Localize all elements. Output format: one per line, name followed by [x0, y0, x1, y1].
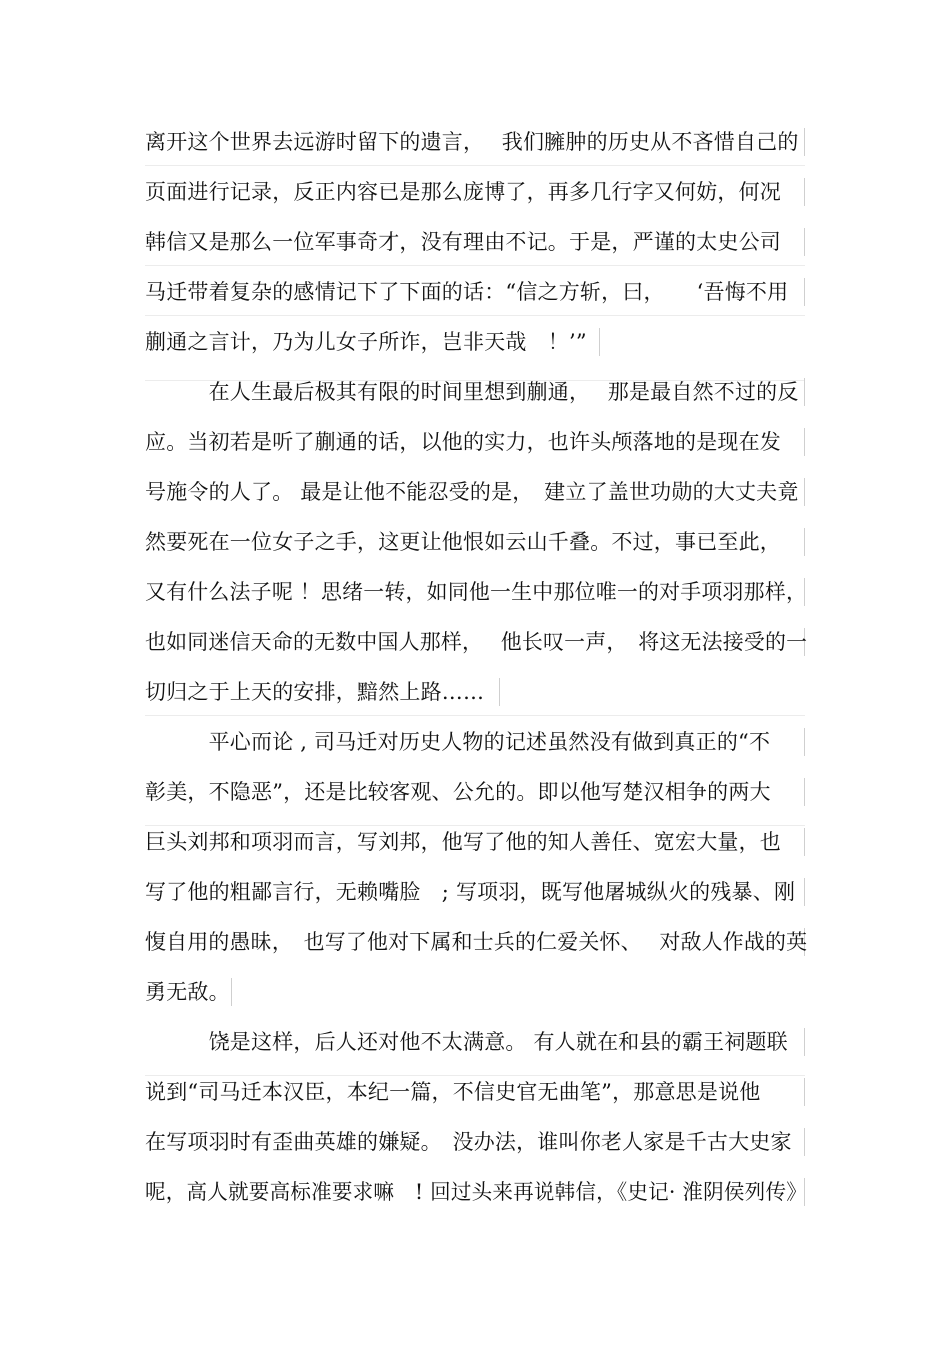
right-margin-guide [804, 1128, 805, 1156]
right-margin-guide [804, 428, 805, 456]
text-line: 勇无敌。 [145, 980, 230, 1004]
text-line: 韩信又是那么一位军事奇才，没有理由不记。于是，严谨的太史公司 [145, 230, 781, 254]
right-margin-guide [804, 378, 805, 406]
right-margin-guide [499, 678, 500, 706]
text-line: 离开这个世界去远游时留下的遗言， 我们臃肿的历史从不吝惜自己的 [145, 130, 799, 154]
text-line: 说到“司马迁本汉臣，本纪一篇，不信史官无曲笔”，那意思是说他 [145, 1080, 761, 1104]
right-margin-guide [804, 278, 805, 306]
right-margin-guide [599, 328, 600, 356]
right-margin-guide [804, 728, 805, 756]
right-margin-guide [804, 528, 805, 556]
right-margin-guide [804, 178, 805, 206]
right-margin-guide [804, 828, 805, 856]
text-line: 号施令的人了。 最是让他不能忍受的是， 建立了盖世功勋的大丈夫竟 [145, 480, 799, 504]
text-line: 页面进行记录，反正内容已是那么庞博了，再多几行字又何妨，何况 [145, 180, 781, 204]
text-line: 在写项羽时有歪曲英雄的嫌疑。 没办法，谁叫你老人家是千古大史家 [145, 1130, 792, 1154]
right-margin-guide [804, 478, 805, 506]
text-line: 写了他的粗鄙言行，无赖嘴脸 ; 写项羽，既写他屠城纵火的残暴、刚 [145, 880, 796, 904]
text-line: 愎自用的愚昧， 也写了他对下属和士兵的仁爱关怀、 对敌人作战的英 [145, 930, 808, 954]
text-line: 应。当初若是听了蒯通的话，以他的实力，也许头颅落地的是现在发 [145, 430, 781, 454]
text-line: 然要死在一位女子之手，这更让他恨如云山千叠。不过，事已至此， [145, 530, 781, 554]
right-margin-guide [804, 778, 805, 806]
text-line: 呢，高人就要高标准要求嘛 ! 回过头来再说韩信，《史记· 淮阴侯列传》 [145, 1180, 807, 1204]
right-margin-guide [804, 128, 805, 156]
right-margin-guide [804, 228, 805, 256]
paragraph-start-line: 饶是这样，后人还对他不太满意。 有人就在和县的霸王祠题联 [145, 1030, 788, 1054]
text-line: 彰美，不隐恶”，还是比较客观、公允的。即以他写楚汉相争的两大 [145, 780, 771, 804]
right-margin-guide [231, 978, 232, 1006]
text-line: 蒯通之言计，乃为儿女子所诈，岂非天哉 ！’” [145, 330, 587, 354]
paragraph-start-line: 在人生最后极其有限的时间里想到蒯通， 那是最自然不过的反 [145, 380, 799, 404]
right-margin-guide [804, 1078, 805, 1106]
text-line: 巨头刘邦和项羽而言，写刘邦，他写了他的知人善任、宽宏大量，也 [145, 830, 781, 854]
right-margin-guide [804, 878, 805, 906]
paragraph-start-line: 平心而论 , 司马迁对历史人物的记述虽然没有做到真正的“不 [145, 730, 771, 754]
text-line: 切归之于上天的安排，黯然上路…… [145, 680, 485, 704]
right-margin-guide [804, 1028, 805, 1056]
text-line: 马迁带着复杂的感情记下了下面的话：“信之方斩，曰， ‘吾悔不用 [145, 280, 789, 304]
text-line: 也如同迷信天命的无数中国人那样， 他长叹一声， 将这无法接受的一 [145, 630, 808, 654]
text-line: 又有什么法子呢 ！思绪一转，如同他一生中那位唯一的对手项羽那样， [145, 580, 808, 604]
